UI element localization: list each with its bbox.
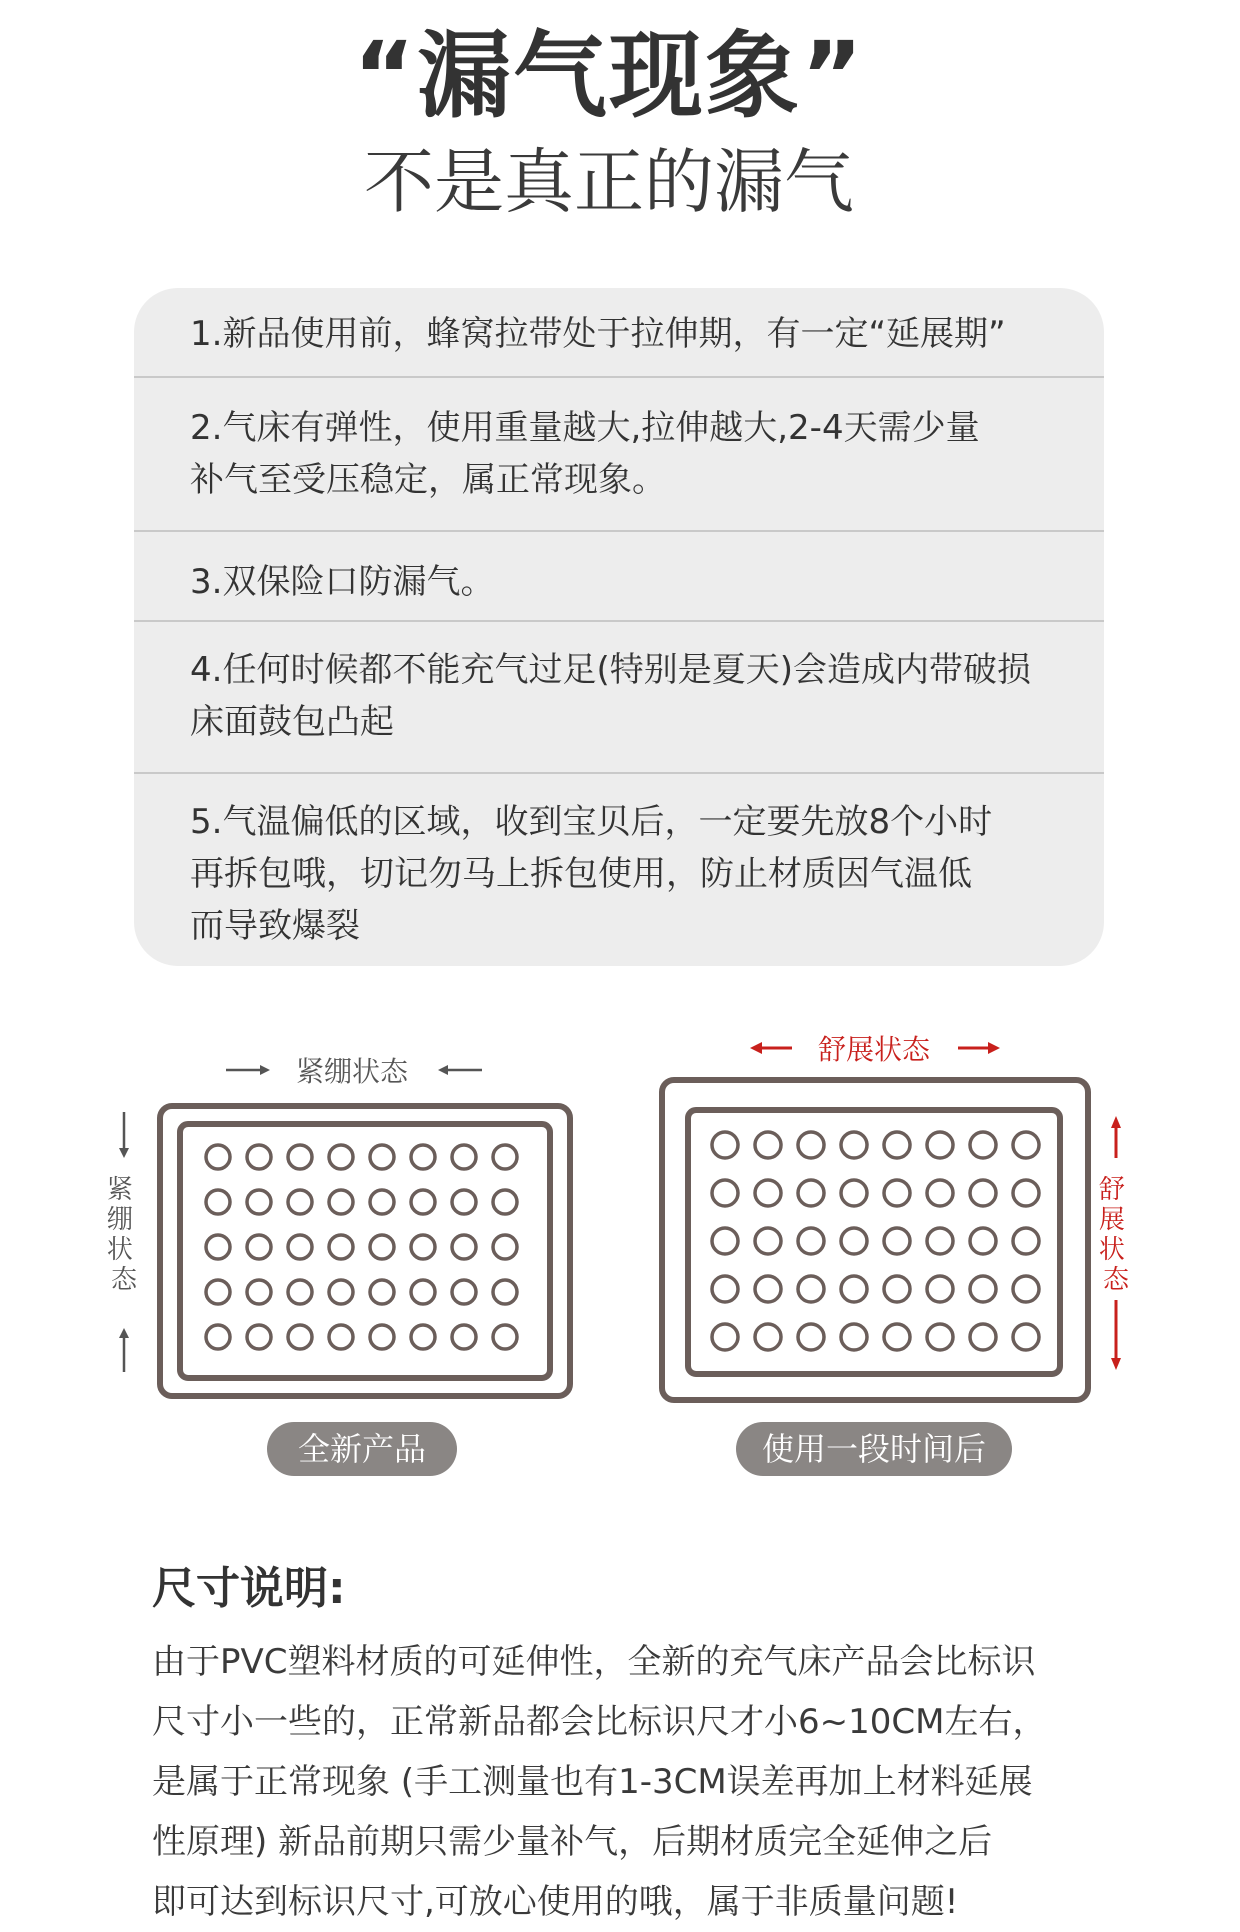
air-cell <box>370 1190 394 1214</box>
side-char: 展 <box>1098 1205 1125 1235</box>
air-cell <box>970 1228 996 1254</box>
notes-panel <box>134 288 1104 966</box>
side-char: 态 <box>110 1265 138 1295</box>
size-line: 尺寸小一些的，正常新品都会比标识尺才小6~10CM左右， <box>152 1702 1047 1742</box>
air-cell <box>1013 1228 1039 1254</box>
air-cell <box>288 1145 312 1169</box>
arrow-head <box>260 1065 270 1075</box>
air-cell <box>755 1276 781 1302</box>
air-cell <box>798 1324 824 1350</box>
air-cell <box>370 1325 394 1349</box>
note-line: 3.双保险口防漏气。 <box>190 562 495 602</box>
air-cell <box>493 1190 517 1214</box>
air-cell <box>247 1145 271 1169</box>
note-line: 5.气温偏低的区域，收到宝贝后，一定要先放8个小时 <box>190 802 993 842</box>
air-cell <box>493 1145 517 1169</box>
size-line: 即可达到标识尺寸,可放心使用的哦，属于非质量问题! <box>152 1882 959 1922</box>
air-cell <box>493 1325 517 1349</box>
air-cell <box>755 1180 781 1206</box>
air-cell <box>884 1180 910 1206</box>
air-cell <box>247 1280 271 1304</box>
air-cell <box>1013 1324 1039 1350</box>
note-item-4 <box>134 644 1104 748</box>
note-line: 2.气床有弹性，使用重量越大,拉伸越大,2-4天需少量 <box>190 408 980 448</box>
air-cell <box>288 1190 312 1214</box>
note-line: 1.新品使用前，蜂窝拉带处于拉伸期，有一定“延展期” <box>190 314 1006 354</box>
air-cell <box>452 1325 476 1349</box>
air-cell <box>884 1324 910 1350</box>
used-product-figure <box>662 1033 1133 1476</box>
side-char: 状 <box>1098 1235 1125 1265</box>
divider <box>134 376 1104 378</box>
air-cell <box>452 1145 476 1169</box>
air-cell <box>712 1180 738 1206</box>
air-cell <box>288 1235 312 1259</box>
air-cell <box>452 1235 476 1259</box>
air-cell <box>329 1235 353 1259</box>
size-line: 性原理) 新品前期只需少量补气，后期材质完全延伸之后 <box>152 1822 993 1862</box>
mattress-inner-frame <box>688 1110 1060 1374</box>
air-cell <box>798 1180 824 1206</box>
air-cell <box>329 1280 353 1304</box>
side-char: 舒 <box>1098 1175 1125 1205</box>
air-cell <box>755 1324 781 1350</box>
air-cell <box>712 1132 738 1158</box>
air-cell <box>970 1132 996 1158</box>
air-cell <box>329 1145 353 1169</box>
air-cell <box>247 1190 271 1214</box>
air-cell-grid <box>206 1145 517 1349</box>
air-cell <box>452 1280 476 1304</box>
arrow-head <box>750 1042 762 1054</box>
air-cell <box>841 1228 867 1254</box>
size-line: 由于PVC塑料材质的可延伸性，全新的充气床产品会比标识 <box>152 1642 1036 1682</box>
new-product-figure <box>107 1055 570 1476</box>
size-line: 是属于正常现象 (手工测量也有1-3CM误差再加上材料延展 <box>152 1762 1033 1802</box>
air-cell <box>841 1132 867 1158</box>
air-cell <box>712 1276 738 1302</box>
air-cell <box>927 1132 953 1158</box>
air-cell <box>370 1235 394 1259</box>
note-item-3 <box>134 556 1104 608</box>
air-cell <box>206 1190 230 1214</box>
divider <box>134 772 1104 774</box>
air-cell <box>288 1325 312 1349</box>
note-item-5 <box>134 796 1104 952</box>
note-item-2 <box>134 402 1104 506</box>
air-cell <box>970 1276 996 1302</box>
air-cell <box>927 1324 953 1350</box>
air-cell <box>493 1235 517 1259</box>
mattress-outer-frame <box>662 1080 1088 1400</box>
air-cell <box>288 1280 312 1304</box>
air-cell <box>370 1280 394 1304</box>
air-cell <box>493 1280 517 1304</box>
air-cell <box>370 1145 394 1169</box>
air-cell <box>798 1132 824 1158</box>
note-line: 而导致爆裂 <box>190 906 360 946</box>
air-cell <box>927 1180 953 1206</box>
left-side-label <box>107 1175 141 1295</box>
note-line: 再拆包哦，切记勿马上拆包使用，防止材质因气温低 <box>190 854 972 894</box>
mattress-outer-frame <box>160 1106 570 1396</box>
arrow-head <box>988 1042 1000 1054</box>
air-cell <box>411 1145 435 1169</box>
air-cell <box>1013 1180 1039 1206</box>
air-cell <box>712 1324 738 1350</box>
air-cell <box>411 1325 435 1349</box>
air-cell <box>411 1235 435 1259</box>
right-top-label: 舒展状态 <box>817 1033 931 1066</box>
air-cell <box>884 1132 910 1158</box>
size-section-title: 尺寸说明: <box>152 1563 346 1614</box>
side-char: 状 <box>106 1235 133 1265</box>
arrow-head <box>119 1148 129 1158</box>
air-cell <box>247 1235 271 1259</box>
note-line: 补气至受压稳定，属正常现象。 <box>190 460 666 500</box>
side-char: 紧 <box>106 1175 133 1205</box>
air-cell <box>329 1325 353 1349</box>
page-subtitle: 不是真正的漏气 <box>364 141 854 223</box>
air-cell <box>411 1280 435 1304</box>
mattress-diagram <box>0 1000 1240 1500</box>
side-char: 绷 <box>106 1205 133 1235</box>
air-cell <box>206 1235 230 1259</box>
divider <box>134 530 1104 532</box>
air-cell <box>329 1190 353 1214</box>
air-cell <box>206 1325 230 1349</box>
divider <box>134 620 1104 622</box>
air-cell <box>841 1180 867 1206</box>
air-cell <box>927 1228 953 1254</box>
air-cell <box>755 1228 781 1254</box>
air-cell <box>927 1276 953 1302</box>
note-line: 床面鼓包凸起 <box>190 702 394 742</box>
air-cell <box>841 1324 867 1350</box>
air-cell <box>411 1190 435 1214</box>
air-cell <box>798 1228 824 1254</box>
air-cell <box>206 1280 230 1304</box>
air-cell <box>247 1325 271 1349</box>
air-cell <box>884 1276 910 1302</box>
air-cell <box>1013 1132 1039 1158</box>
air-cell <box>206 1145 230 1169</box>
air-cell <box>755 1132 781 1158</box>
left-top-label: 紧绷状态 <box>295 1055 409 1088</box>
air-cell-grid <box>712 1132 1039 1350</box>
new-product-badge: 全新产品 <box>297 1430 427 1468</box>
air-cell <box>970 1324 996 1350</box>
air-cell <box>712 1228 738 1254</box>
air-cell <box>841 1276 867 1302</box>
arrow-head <box>438 1065 448 1075</box>
right-side-label <box>1099 1175 1133 1295</box>
air-cell <box>452 1190 476 1214</box>
arrow-down-icon <box>1111 1358 1121 1370</box>
air-cell <box>798 1276 824 1302</box>
note-line: 4.任何时候都不能充气过足(特别是夏天)会造成内带破损 <box>190 650 1031 690</box>
air-cell <box>1013 1276 1039 1302</box>
used-product-badge: 使用一段时间后 <box>761 1430 987 1468</box>
air-cell <box>970 1180 996 1206</box>
page-title: “漏气现象” <box>353 22 865 131</box>
air-cell <box>884 1228 910 1254</box>
side-char: 态 <box>1102 1265 1130 1295</box>
size-section-body <box>152 1632 1102 1932</box>
note-item-1 <box>134 308 1104 360</box>
arrow-head <box>119 1328 129 1338</box>
